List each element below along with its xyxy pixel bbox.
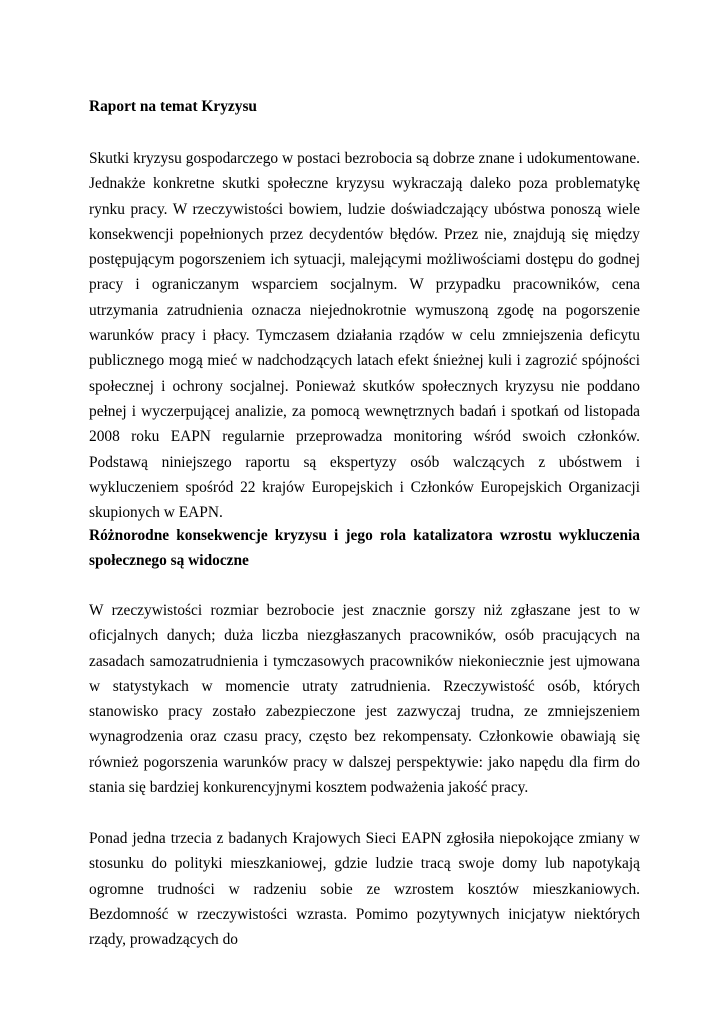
paragraph-housing: Ponad jedna trzecia z badanych Krajowych Sieci EAPN zgłosiła niepokojące zmiany w stosunku do polityki mieszkaniowej, gdzie ludzie tracą swoje domy lub napotykają ogromne trudności w radzeniu sobie ze wzrostem kosztów mieszkaniowych. Bezdomność w rzeczywistości wzrasta. Pomimo pozytywnych inicjatyw niektórych rządy, prowadzących do bbox=[89, 830, 640, 949]
document-title: Raport na temat Kryzysu bbox=[89, 98, 257, 115]
section-heading: Różnorodne konsekwencje kryzysu i jego rola katalizatora wzrostu wykluczenia społecznego są widoczne bbox=[89, 527, 640, 570]
paragraph-unemployment: W rzeczywistości rozmiar bezrobocie jest znacznie gorszy niż zgłaszane jest to w oficjalnych danych; duża liczba niezgłaszanych pracowników, osób pracujących na zasadach samozatrudnienia i tymczasowych pracowników niekoniecznie jest ujmowana w statystykach w momencie utraty zatrudnienia. Rzeczywistość osób, których stanowisko pracy zostało zabezpieczone jest zazwyczaj trudna, ze zmniejszeniem wynagrodzenia oraz czasu pracy, często bez rekompensaty. Członkowie obawiają się również pogorszenia warunków pracy w dalszej perspektywie: jako napędu dla firm do stania się bardziej konkurencyjnymi kosztem podważenia jakość pracy. bbox=[89, 602, 640, 797]
paragraph-intro: Skutki kryzysu gospodarczego w postaci bezrobocia są dobrze znane i udokumentowane. Jednakże konkretne skutki społeczne kryzysu wykraczają daleko poza problematykę rynku pracy. W rzeczywistości bowiem, ludzie doświadczający ubóstwa ponoszą wiele konsekwencji popełnionych przez decydentów błędów. Przez nie, znajdują się między postępującym pogorszeniem ich sytuacji, malejącymi możliwościami dostępu do godnej pracy i ograniczanym wsparciem socjalnym. W przypadku pracowników, cena utrzymania zatrudnienia oznacza niejednokrotnie wymuszoną zgodę na pogorszenie warunków pracy i płacy. Tymczasem działania rządów w celu zmniejszenia deficytu publicznego mogą mieć w nadchodzących latach efekt śnieżnej kuli i zagrozić spójności społecznej i ochrony socjalnej. Ponieważ skutków społecznych kryzysu nie poddano pełnej i wyczerpującej analizie, za pomocą wewnętrznych badań i spotkań od listopada 2008 roku EAPN regularnie przeprowadza monitoring wśród swoich członków. Podstawą niniejszego raportu są ekspertyzy osób walczących z ubóstwem i wykluczeniem spośród 22 krajów Europejskich i Członków Europejskich Organizacji skupionych w EAPN. bbox=[89, 150, 640, 522]
